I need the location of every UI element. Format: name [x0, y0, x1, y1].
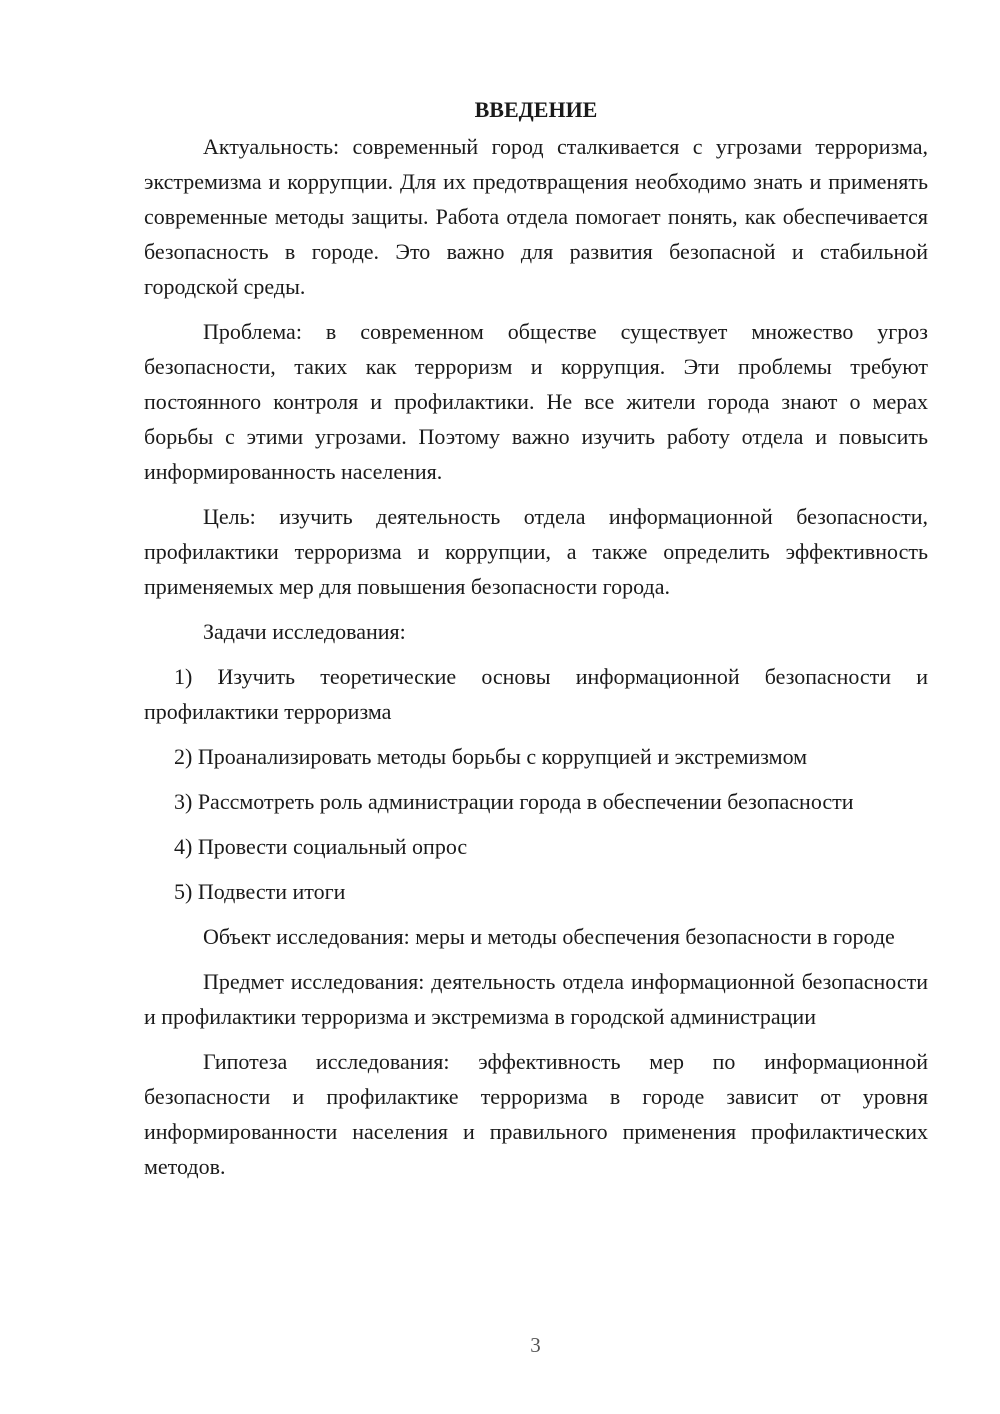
task-item-4: 4) Провести социальный опрос	[174, 834, 468, 859]
relevance-paragraph: Актуальность: современный город сталкивается с угрозами терроризма, экстремизма и коррупции. Для их предотвращения необходимо знать и применять современные методы защиты. Работа отдела помогает понять, как обеспечивается безопасность в городе. Это важно для развития безопасной и стабильной городской среды.	[144, 134, 928, 299]
task-item-1: 1) Изучить теоретические основы информационной безопасности и профилактики терроризма	[144, 664, 928, 724]
hypothesis-paragraph: Гипотеза исследования: эффективность мер по информационной безопасности и профилактике терроризма в городе зависит от уровня информированности населения и правильного применения профилактических методов.	[144, 1049, 928, 1179]
page-content	[144, 92, 928, 1194]
tasks-heading: Задачи исследования:	[203, 619, 406, 644]
task-item-5: 5) Подвести итоги	[174, 879, 346, 904]
problem-paragraph: Проблема: в современном обществе существует множество угроз безопасности, таких как терроризм и коррупция. Эти проблемы требуют постоянного контроля и профилактики. Не все жители города знают о мерах борьбы с этими угрозами. Поэтому важно изучить работу отдела и повысить информированность населения.	[144, 319, 928, 484]
subject-paragraph: Предмет исследования: деятельность отдела информационной безопасности и профилактики терроризма и экстремизма в городской администрации	[144, 969, 928, 1029]
object-paragraph: Объект исследования: меры и методы обеспечения безопасности в городе	[203, 924, 895, 949]
page-title: ВВЕДЕНИЕ	[474, 97, 598, 122]
goal-paragraph: Цель: изучить деятельность отдела информационной безопасности, профилактики терроризма и коррупции, а также определить эффективность применяемых мер для повышения безопасности города.	[144, 504, 928, 599]
task-item-2: 2) Проанализировать методы борьбы с коррупцией и экстремизмом	[174, 744, 808, 769]
task-item-3: 3) Рассмотреть роль администрации города в обеспечении безопасности	[174, 789, 854, 814]
page-number: 3	[530, 1333, 541, 1357]
